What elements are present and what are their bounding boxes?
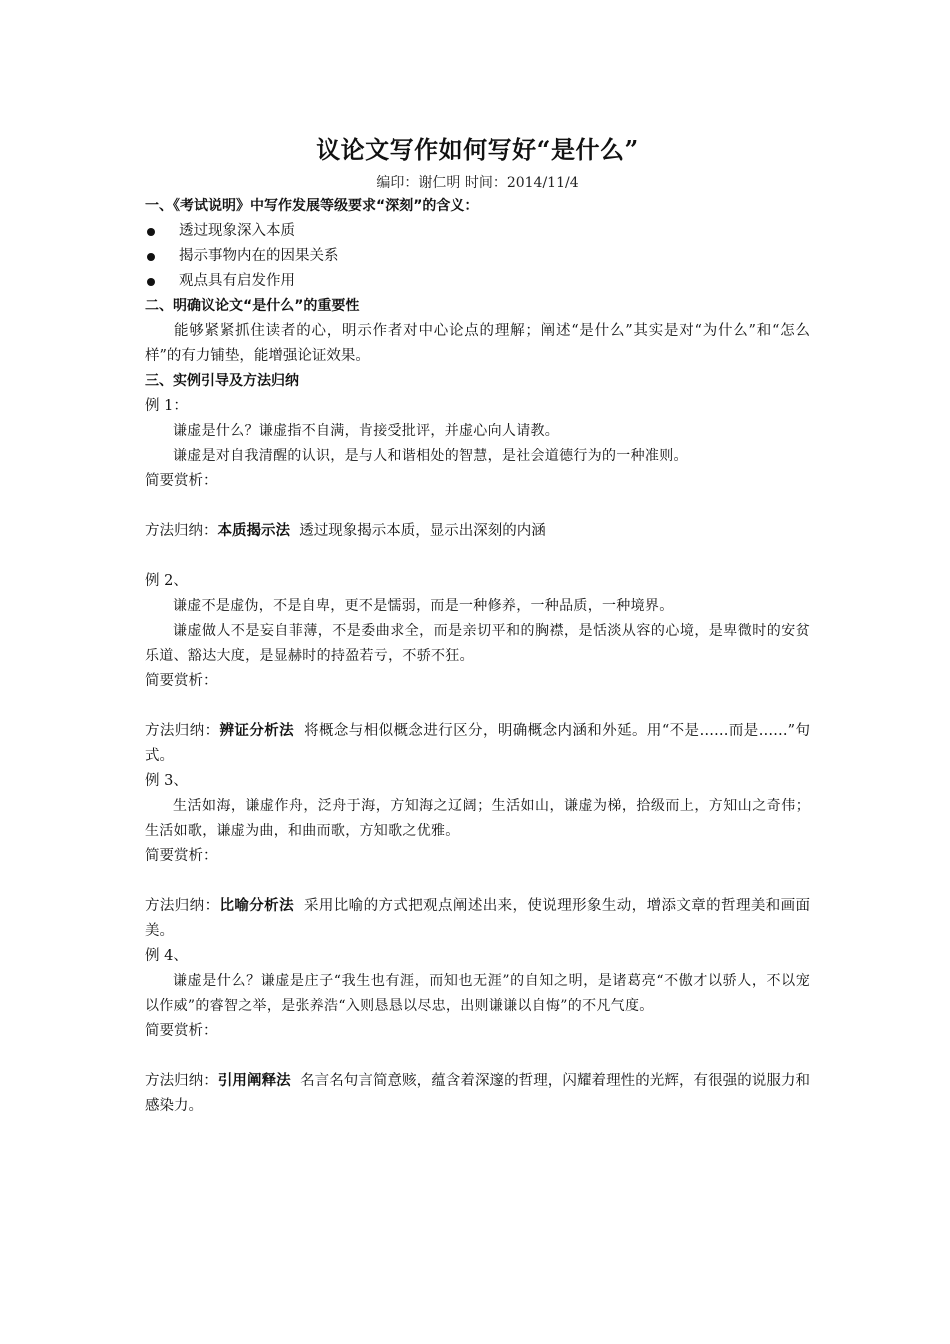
method-prefix: 方法归纳： [145, 1073, 218, 1089]
example-1-label: 例 1： [145, 398, 188, 414]
example-4-method [145, 1069, 810, 1119]
example-4-label: 例 4、 [145, 948, 188, 964]
section-2-body: 能够紧紧抓住读者的心，明示作者对中心论点的理解；阐述“是什么”其实是对“为什么”和“怎么样”的有力铺垫，能增强论证效果。 [145, 323, 810, 364]
method-prefix: 方法归纳： [145, 898, 220, 914]
section-3-heading: 三、实例引导及方法归纳 [145, 373, 299, 389]
example-2-paragraph: 谦虚不是虚伪，不是自卑，更不是懦弱，而是一种修养，一种品质，一种境界。 [173, 598, 674, 614]
document-body [145, 130, 810, 1119]
example-2-method [145, 719, 810, 769]
analysis-label: 简要赏析： [145, 673, 218, 689]
bullet-icon [147, 253, 155, 261]
analysis-label: 简要赏析： [145, 848, 218, 864]
method-description: 将概念与相似概念进行区分，明确概念内涵和外延。用“不是……而是……”句式。 [145, 723, 810, 764]
method-description: 透过现象揭示本质，显示出深刻的内涵 [299, 523, 546, 539]
method-name: 本质揭示法 [217, 523, 290, 539]
bullet-text: 观点具有启发作用 [179, 273, 295, 289]
bullet-text: 透过现象深入本质 [179, 223, 295, 239]
method-prefix: 方法归纳： [145, 523, 218, 539]
example-3-method [145, 894, 810, 944]
bullet-item [145, 269, 810, 294]
bullet-item [145, 219, 810, 244]
blank-line [145, 494, 810, 519]
method-description: 名言名句言简意赅，蕴含着深邃的哲理，闪耀着理性的光辉，有很强的说服力和感染力。 [145, 1073, 811, 1114]
bullet-icon [147, 228, 155, 236]
blank-line [145, 544, 810, 569]
blank-line [145, 869, 810, 894]
method-name: 辨证分析法 [219, 723, 295, 739]
bullet-icon [147, 278, 155, 286]
example-1-paragraph: 谦虚是什么？谦虚指不自满，肯接受批评，并虚心向人请教。 [173, 423, 560, 439]
bullet-item [145, 244, 810, 269]
author-date-line: 编印：谢仁明 时间：2014/11/4 [376, 175, 579, 191]
example-3-paragraph: 生活如海，谦虚作舟，泛舟于海，方知海之辽阔；生活如山，谦虚为梯，拾级而上，方知山之奇伟；生活如歌，谦虚为曲，和曲而歌，方知歌之优雅。 [145, 798, 810, 839]
method-name: 比喻分析法 [219, 898, 294, 914]
method-description: 采用比喻的方式把观点阐述出来，使说理形象生动，增添文章的哲理美和画面美。 [145, 898, 811, 939]
example-2-paragraph: 谦虚做人不是妄自菲薄，不是委曲求全，而是亲切平和的胸襟，是恬淡从容的心境，是卑微时的安贫乐道、豁达大度，是显赫时的持盈若亏，不骄不狂。 [145, 623, 810, 664]
blank-line [145, 694, 810, 719]
analysis-label: 简要赏析： [145, 1023, 218, 1039]
example-1-method [145, 519, 810, 544]
section-1-heading: 一、《考试说明》中写作发展等级要求“深刻”的含义： [145, 198, 479, 214]
method-prefix: 方法归纳： [145, 723, 220, 739]
example-1-paragraph: 谦虚是对自我清醒的认识，是与人和谐相处的智慧，是社会道德行为的一种准则。 [173, 448, 688, 464]
example-3-label: 例 3、 [145, 773, 188, 789]
analysis-label: 简要赏析： [145, 473, 218, 489]
bullet-text: 揭示事物内在的因果关系 [179, 248, 339, 264]
method-name: 引用阐释法 [217, 1073, 291, 1089]
page-title: 议论文写作如何写好“是什么” [316, 135, 639, 164]
example-4-paragraph: 谦虚是什么？谦虚是庄子“我生也有涯，而知也无涯”的自知之明，是诸葛亮“不傲才以骄人，不以宠以作威”的睿智之举，是张养浩“入则恳恳以尽忠，出则谦谦以自悔”的不凡气度。 [145, 973, 810, 1014]
example-2-label: 例 2、 [145, 573, 188, 589]
section-2-heading: 二、明确议论文“是什么”的重要性 [145, 298, 360, 314]
blank-line [145, 1044, 810, 1069]
